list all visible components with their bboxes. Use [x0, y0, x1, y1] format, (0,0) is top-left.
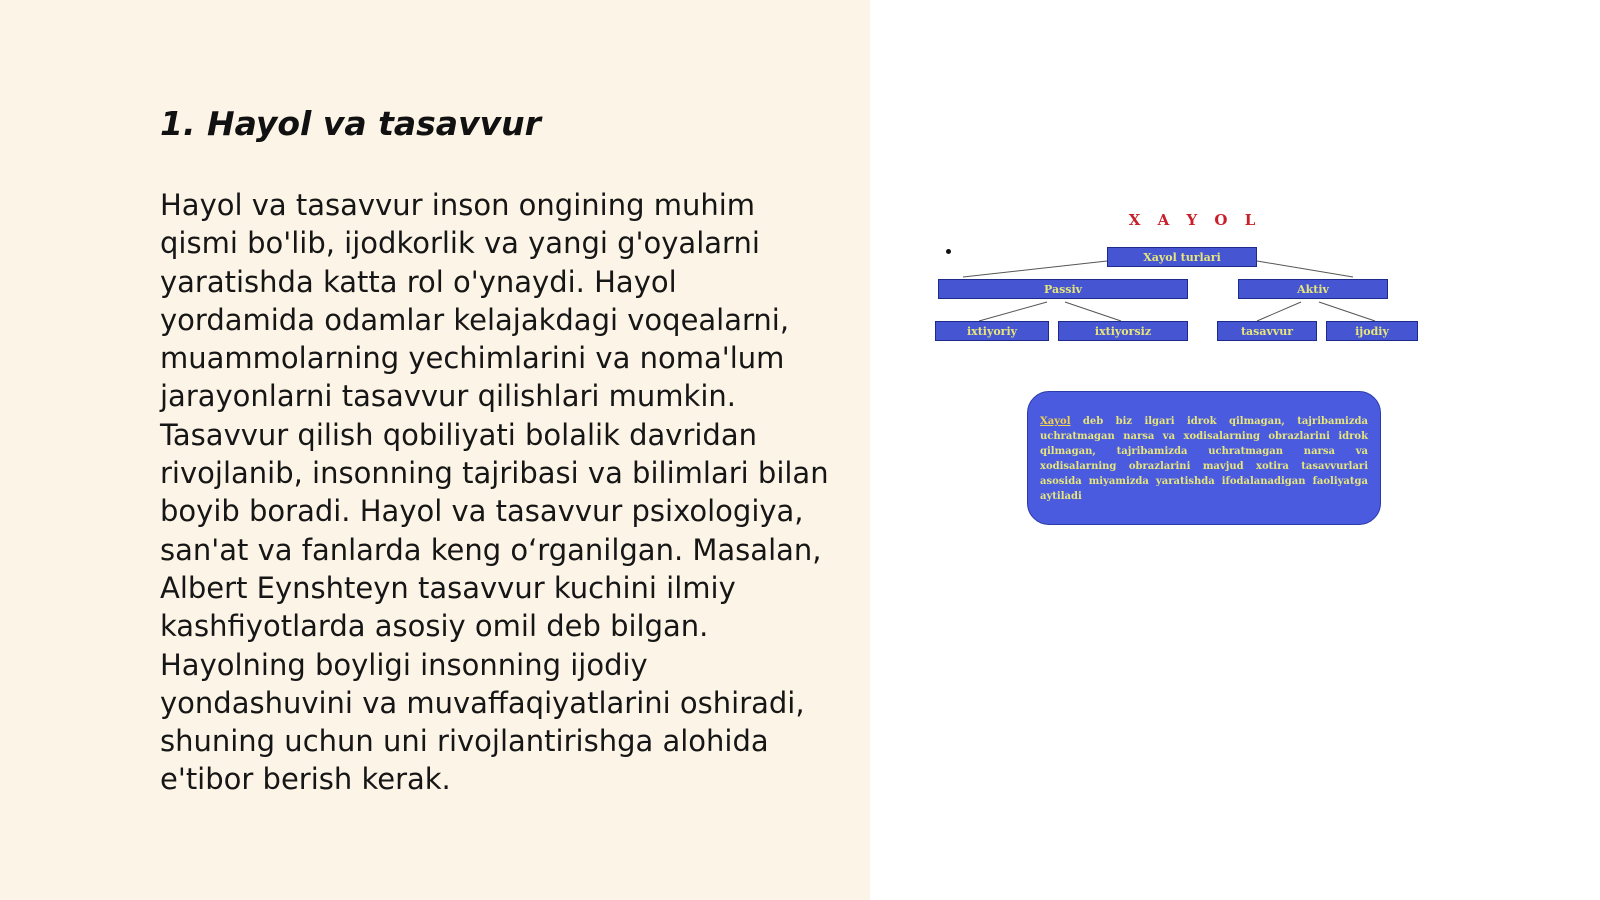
connector-root-passiv [963, 261, 1107, 277]
slide-title: 1. Hayol va tasavvur [160, 104, 541, 143]
node-passiv: Passiv [938, 279, 1188, 299]
definition-text: deb biz ilgari idrok qilmagan, tajribamizda uchratmagan narsa va xodisalarning obrazlarini idrok qilmagan, tajribamizda uchratmagan narsa va xodisalarning obrazlarini mavjud xotira tasavvurlari asosida miyamizda yaratishda ifodalanadigan faoliyatga aytiladi [1040, 416, 1368, 502]
connector-aktiv-ijodiy [1319, 302, 1375, 321]
node-ixtiyorsiz: ixtiyorsiz [1058, 321, 1188, 341]
definition-term: Xayol [1040, 416, 1071, 427]
diagram-title: X A Y O L [1128, 211, 1262, 229]
node-xayol-turlari: Xayol turlari [1107, 247, 1257, 267]
connector-aktiv-tasavvur [1257, 302, 1301, 321]
definition-box [1027, 391, 1381, 525]
connector-root-aktiv [1257, 261, 1353, 277]
node-ijodiy: ijodiy [1326, 321, 1418, 341]
node-tasavvur: tasavvur [1217, 321, 1317, 341]
node-ixtiyoriy: ixtiyoriy [935, 321, 1049, 341]
connector-passiv-ixtiyoriy [979, 302, 1047, 321]
xayol-diagram [935, 205, 1455, 535]
connector-passiv-ixtiyorsiz [1065, 302, 1121, 321]
slide-body-text: Hayol va tasavvur inson ongining muhim qismi bo'lib, ijodkorlik va yangi g'oyalarni yaratishda katta rol o'ynaydi. Hayol yordamida odamlar kelajakdagi voqealarni, muammolarning yechimlarini va noma'lum jarayonlarni tasavvur qilishlari mumkin. Tasavvur qilish qobiliyati bolalik davridan rivojlanib, insonning tajribasi va bilimlari bilan boyib boradi. Hayol va tasavvur psixologiya, san'at va fanlarda keng o‘rganilgan. Masalan, Albert Eynshteyn tasavvur kuchini ilmiy kashfiyotlarda asosiy omil deb bilgan. Hayolning boyligi insonning ijodiy yondashuvini va muvaffaqiyatlarini oshiradi, shuning uchun uni rivojlantirishga alohida e'tibor berish kerak. [160, 188, 829, 797]
node-aktiv: Aktiv [1238, 279, 1388, 299]
